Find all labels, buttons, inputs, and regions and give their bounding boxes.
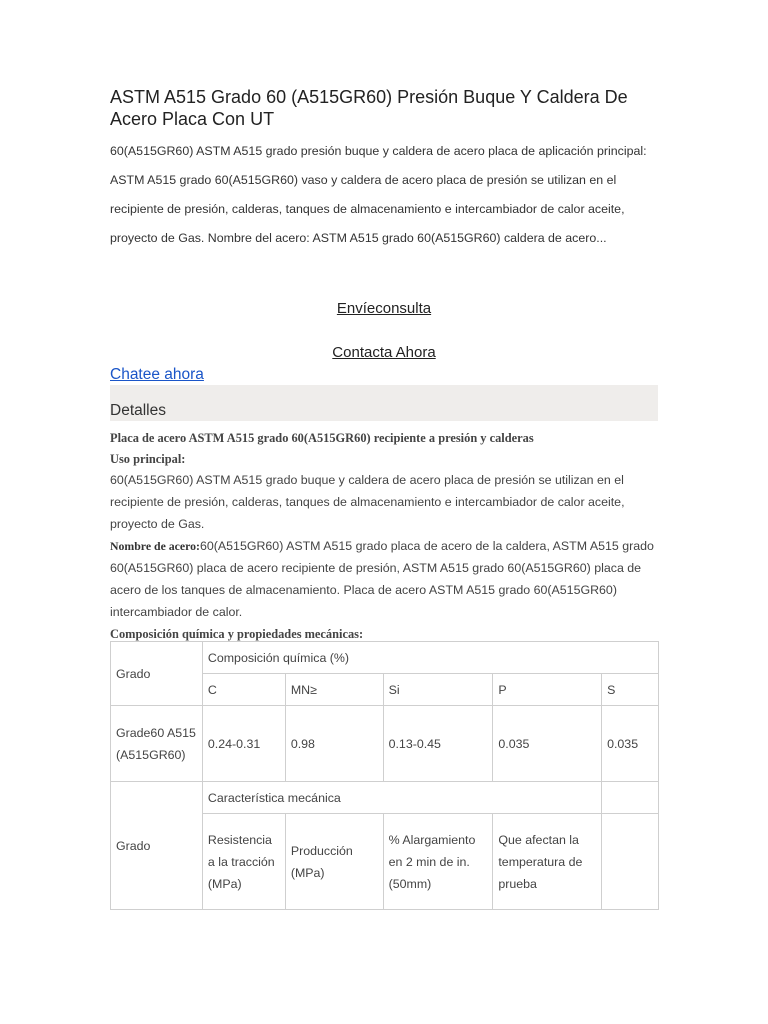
mech-col-elongation: % Alargamiento en 2 min de in. (50mm) — [383, 814, 493, 910]
mech-grade-header-cell: Grado — [111, 782, 203, 910]
table-row — [111, 782, 659, 814]
grade-name-cell: Grade60 A515 (A515GR60) — [111, 706, 203, 782]
spec-table — [110, 641, 659, 910]
chem-col-c: C — [202, 674, 285, 706]
steel-name-label: Nombre de acero: — [110, 539, 200, 553]
mech-col-tensile: Resistencia a la tracción (MPa) — [202, 814, 285, 910]
empty-cell — [602, 814, 659, 910]
table-row — [111, 642, 659, 674]
chem-header-cell: Composición química (%) — [202, 642, 658, 674]
details-subtitle: Placa de acero ASTM A515 grado 60(A515GR60) recipiente a presión y calderas — [110, 431, 534, 445]
details-heading: Detalles — [110, 402, 166, 419]
chem-value-c: 0.24-0.31 — [202, 706, 285, 782]
use-label: Uso principal: — [110, 452, 186, 466]
details-header-bar — [110, 385, 658, 421]
chat-now-link[interactable]: Chatee ahora — [110, 366, 204, 383]
chem-value-s: 0.035 — [602, 706, 659, 782]
steel-name-text: 60(A515GR60) ASTM A515 grado placa de acero de la caldera, ASTM A515 grado 60(A515GR60) placa de acero recipiente de presión, ASTM A515 grado 60(A515GR60) placa de acero de los tanques de almacenamiento. Placa de acero ASTM A515 grado 60(A515GR60) intercambiador de calor. — [110, 539, 654, 619]
empty-cell — [602, 782, 659, 814]
mech-col-yield: Producción (MPa) — [285, 814, 383, 910]
chem-col-p: P — [493, 674, 602, 706]
intro-paragraph: 60(A515GR60) ASTM A515 grado presión buque y caldera de acero placa de aplicación principal: ASTM A515 grado 60(A515GR60) vaso y caldera de acero placa de presión se utilizan en el recipiente de presión, calderas, tanques de almacenamiento e intercambiador de calor aceite, proyecto de Gas. Nombre del acero: ASTM A515 grado 60(A515GR60) caldera de acero... — [110, 144, 647, 245]
grade-header-cell: Grado — [111, 642, 203, 706]
contact-now-link[interactable]: Contacta Ahora — [332, 344, 436, 361]
use-text: 60(A515GR60) ASTM A515 grado buque y caldera de acero placa de presión se utilizan en el recipiente de presión, calderas, tanques de almacenamiento e intercambiador de calor aceite, proyecto de Gas. — [110, 473, 625, 531]
chem-value-p: 0.035 — [493, 706, 602, 782]
chem-value-mn: 0.98 — [285, 706, 383, 782]
mech-header-cell: Característica mecánica — [202, 782, 601, 814]
chem-col-s: S — [602, 674, 659, 706]
chem-col-si: Si — [383, 674, 493, 706]
send-inquiry-link[interactable]: Envíeconsulta — [336, 300, 432, 317]
chem-col-mn: MN≥ — [285, 674, 383, 706]
table-row — [111, 706, 659, 782]
composition-label: Composición química y propiedades mecánicas: — [110, 627, 364, 641]
chem-value-si: 0.13-0.45 — [383, 706, 493, 782]
steel-name-paragraph — [110, 535, 658, 623]
mech-col-temperature: Que afectan la temperatura de prueba — [493, 814, 602, 910]
page-title: ASTM A515 Grado 60 (A515GR60) Presión Buque Y Caldera De Acero Placa Con UT — [110, 87, 628, 129]
